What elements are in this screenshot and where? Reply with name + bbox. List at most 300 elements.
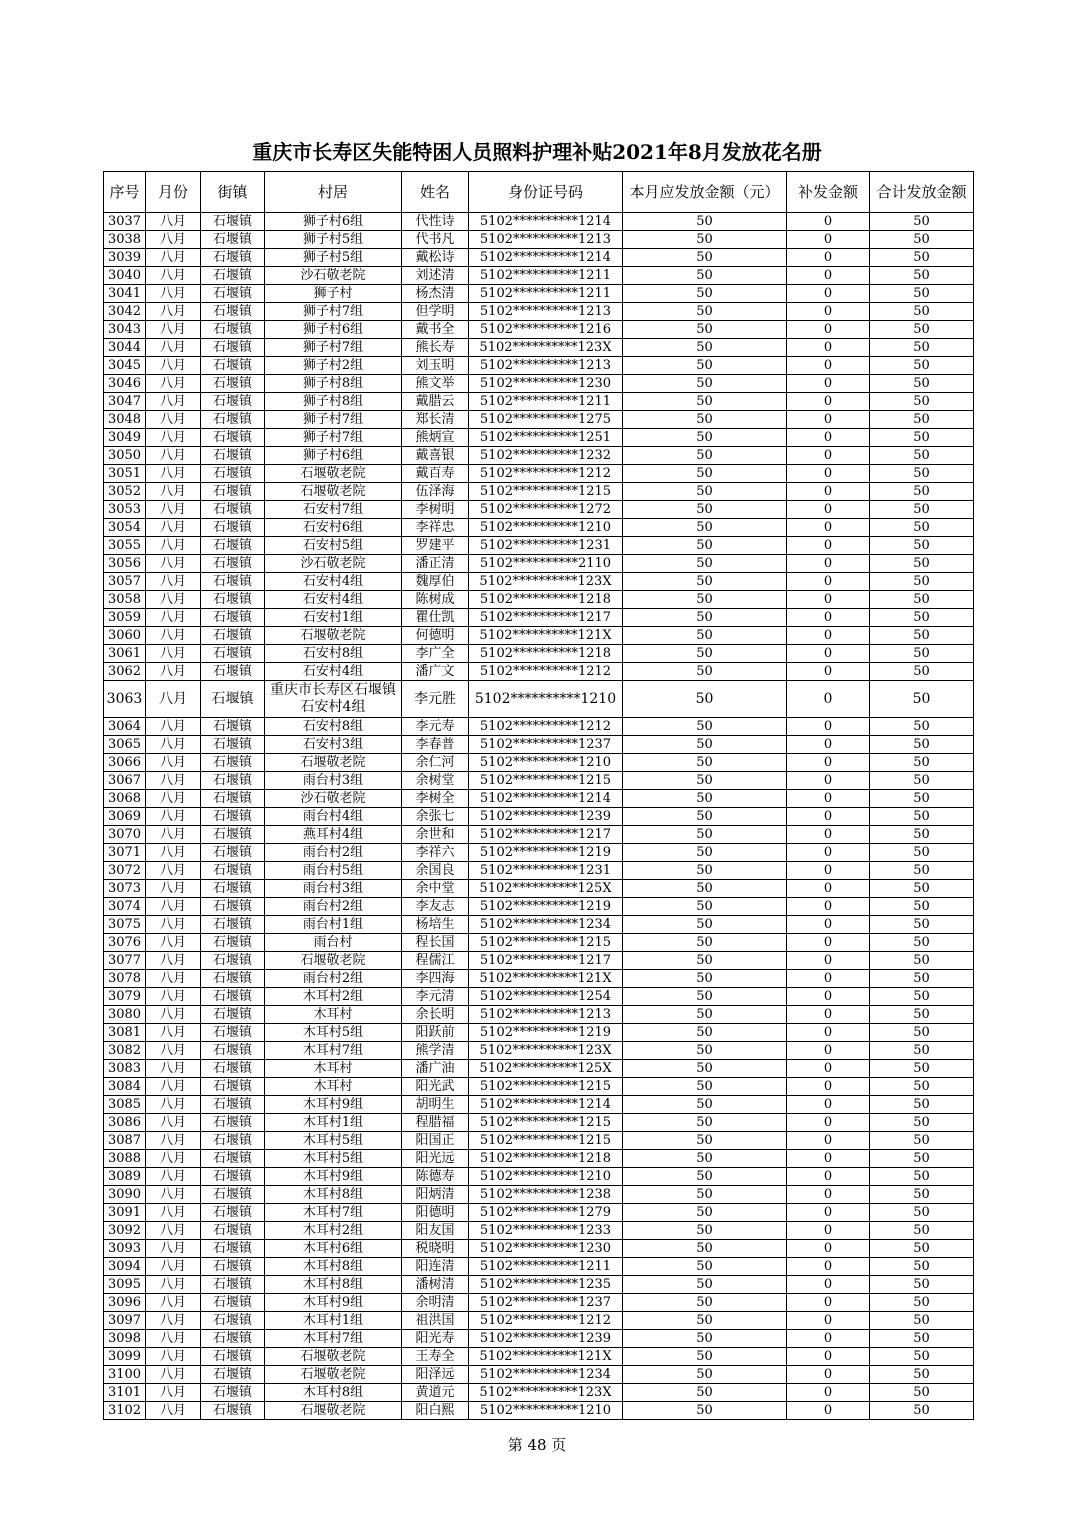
table-row xyxy=(104,519,974,537)
cell-index: 3093 xyxy=(104,1240,146,1258)
cell-village: 雨台村5组 xyxy=(265,862,402,880)
cell-name: 李祥忠 xyxy=(402,519,469,537)
table-row xyxy=(104,555,974,573)
cell-total: 50 xyxy=(870,1132,974,1150)
cell-name: 但学明 xyxy=(402,303,469,321)
cell-total: 50 xyxy=(870,1168,974,1186)
cell-back-pay: 0 xyxy=(787,1006,870,1024)
cell-amount-due: 50 xyxy=(623,1330,787,1348)
cell-village: 木耳村 xyxy=(265,1060,402,1078)
cell-back-pay: 0 xyxy=(787,339,870,357)
table-row xyxy=(104,1150,974,1168)
cell-town: 石堰镇 xyxy=(201,627,265,645)
cell-town: 石堰镇 xyxy=(201,573,265,591)
cell-id-number: 5102**********1210 xyxy=(469,519,623,537)
table-row xyxy=(104,718,974,736)
cell-month: 八月 xyxy=(146,772,201,790)
cell-total: 50 xyxy=(870,483,974,501)
cell-name: 戴百寿 xyxy=(402,465,469,483)
cell-id-number: 5102**********1275 xyxy=(469,411,623,429)
cell-id-number: 5102**********123X xyxy=(469,573,623,591)
cell-name: 戴喜银 xyxy=(402,447,469,465)
cell-total: 50 xyxy=(870,1204,974,1222)
cell-total: 50 xyxy=(870,952,974,970)
cell-total: 50 xyxy=(870,1096,974,1114)
table-row xyxy=(104,1366,974,1384)
cell-index: 3040 xyxy=(104,267,146,285)
cell-town: 石堰镇 xyxy=(201,1132,265,1150)
table-row xyxy=(104,303,974,321)
cell-id-number: 5102**********1210 xyxy=(469,1168,623,1186)
cell-index: 3096 xyxy=(104,1294,146,1312)
table-header-row xyxy=(104,172,974,213)
cell-town: 石堰镇 xyxy=(201,303,265,321)
cell-total: 50 xyxy=(870,591,974,609)
cell-id-number: 5102**********1237 xyxy=(469,736,623,754)
cell-total: 50 xyxy=(870,736,974,754)
table-row xyxy=(104,213,974,231)
cell-total: 50 xyxy=(870,988,974,1006)
cell-month: 八月 xyxy=(146,718,201,736)
cell-amount-due: 50 xyxy=(623,970,787,988)
cell-id-number: 5102**********1230 xyxy=(469,375,623,393)
cell-name: 阳泽远 xyxy=(402,1366,469,1384)
cell-id-number: 5102**********121X xyxy=(469,1348,623,1366)
cell-town: 石堰镇 xyxy=(201,934,265,952)
cell-index: 3065 xyxy=(104,736,146,754)
table-row xyxy=(104,1204,974,1222)
cell-town: 石堰镇 xyxy=(201,952,265,970)
cell-amount-due: 50 xyxy=(623,375,787,393)
cell-back-pay: 0 xyxy=(787,375,870,393)
cell-total: 50 xyxy=(870,1078,974,1096)
cell-total: 50 xyxy=(870,501,974,519)
cell-month: 八月 xyxy=(146,790,201,808)
cell-id-number: 5102**********1214 xyxy=(469,1096,623,1114)
cell-amount-due: 50 xyxy=(623,1258,787,1276)
cell-town: 石堰镇 xyxy=(201,213,265,231)
cell-index: 3053 xyxy=(104,501,146,519)
cell-amount-due: 50 xyxy=(623,916,787,934)
cell-village: 木耳村 xyxy=(265,1006,402,1024)
cell-town: 石堰镇 xyxy=(201,357,265,375)
cell-village: 木耳村8组 xyxy=(265,1384,402,1402)
cell-name: 熊长寿 xyxy=(402,339,469,357)
cell-id-number: 5102**********1215 xyxy=(469,483,623,501)
cell-index: 3057 xyxy=(104,573,146,591)
cell-id-number: 5102**********1211 xyxy=(469,1258,623,1276)
cell-total: 50 xyxy=(870,357,974,375)
cell-id-number: 5102**********1213 xyxy=(469,231,623,249)
cell-total: 50 xyxy=(870,375,974,393)
cell-back-pay: 0 xyxy=(787,429,870,447)
cell-month: 八月 xyxy=(146,1276,201,1294)
cell-amount-due: 50 xyxy=(623,447,787,465)
cell-month: 八月 xyxy=(146,1258,201,1276)
cell-name: 郑长清 xyxy=(402,411,469,429)
cell-total: 50 xyxy=(870,1348,974,1366)
cell-month: 八月 xyxy=(146,934,201,952)
cell-month: 八月 xyxy=(146,1312,201,1330)
cell-village: 木耳村5组 xyxy=(265,1150,402,1168)
cell-name: 戴书全 xyxy=(402,321,469,339)
cell-back-pay: 0 xyxy=(787,754,870,772)
cell-name: 余明清 xyxy=(402,1294,469,1312)
cell-total: 50 xyxy=(870,826,974,844)
cell-back-pay: 0 xyxy=(787,591,870,609)
cell-index: 3058 xyxy=(104,591,146,609)
cell-index: 3042 xyxy=(104,303,146,321)
cell-village: 狮子村7组 xyxy=(265,429,402,447)
cell-amount-due: 50 xyxy=(623,1402,787,1420)
cell-amount-due: 50 xyxy=(623,718,787,736)
cell-village: 狮子村6组 xyxy=(265,321,402,339)
cell-name: 余世和 xyxy=(402,826,469,844)
cell-back-pay: 0 xyxy=(787,970,870,988)
cell-town: 石堰镇 xyxy=(201,231,265,249)
cell-village: 木耳村9组 xyxy=(265,1168,402,1186)
cell-index: 3083 xyxy=(104,1060,146,1078)
cell-town: 石堰镇 xyxy=(201,267,265,285)
cell-amount-due: 50 xyxy=(623,249,787,267)
cell-back-pay: 0 xyxy=(787,393,870,411)
cell-index: 3037 xyxy=(104,213,146,231)
cell-name: 黄道元 xyxy=(402,1384,469,1402)
cell-total: 50 xyxy=(870,898,974,916)
table-row xyxy=(104,1168,974,1186)
cell-index: 3055 xyxy=(104,537,146,555)
cell-amount-due: 50 xyxy=(623,537,787,555)
cell-village: 雨台村 xyxy=(265,934,402,952)
cell-back-pay: 0 xyxy=(787,483,870,501)
table-row xyxy=(104,357,974,375)
cell-id-number: 5102**********1217 xyxy=(469,609,623,627)
cell-total: 50 xyxy=(870,1186,974,1204)
cell-name: 杨培生 xyxy=(402,916,469,934)
cell-back-pay: 0 xyxy=(787,1168,870,1186)
cell-id-number: 5102**********1235 xyxy=(469,1276,623,1294)
cell-index: 3070 xyxy=(104,826,146,844)
cell-id-number: 5102**********1219 xyxy=(469,898,623,916)
table-row xyxy=(104,1222,974,1240)
table-row xyxy=(104,880,974,898)
cell-name: 潘广文 xyxy=(402,663,469,681)
cell-back-pay: 0 xyxy=(787,267,870,285)
cell-name: 阳德明 xyxy=(402,1204,469,1222)
cell-total: 50 xyxy=(870,447,974,465)
cell-total: 50 xyxy=(870,1042,974,1060)
cell-name: 李四海 xyxy=(402,970,469,988)
cell-town: 石堰镇 xyxy=(201,862,265,880)
cell-total: 50 xyxy=(870,862,974,880)
cell-back-pay: 0 xyxy=(787,249,870,267)
cell-back-pay: 0 xyxy=(787,411,870,429)
table-row xyxy=(104,537,974,555)
cell-amount-due: 50 xyxy=(623,1204,787,1222)
cell-village: 木耳村9组 xyxy=(265,1294,402,1312)
cell-month: 八月 xyxy=(146,952,201,970)
cell-town: 石堰镇 xyxy=(201,988,265,1006)
cell-index: 3088 xyxy=(104,1150,146,1168)
cell-name: 瞿仕凯 xyxy=(402,609,469,627)
cell-town: 石堰镇 xyxy=(201,1168,265,1186)
cell-month: 八月 xyxy=(146,826,201,844)
cell-index: 3051 xyxy=(104,465,146,483)
cell-village: 雨台村2组 xyxy=(265,844,402,862)
cell-amount-due: 50 xyxy=(623,429,787,447)
cell-village: 石安村4组 xyxy=(265,591,402,609)
cell-amount-due: 50 xyxy=(623,1312,787,1330)
cell-index: 3049 xyxy=(104,429,146,447)
cell-id-number: 5102**********1215 xyxy=(469,1078,623,1096)
roster-table xyxy=(103,171,974,1420)
table-row xyxy=(104,1294,974,1312)
table-row xyxy=(104,1258,974,1276)
cell-total: 50 xyxy=(870,970,974,988)
table-row xyxy=(104,1132,974,1150)
cell-village: 石堰敬老院 xyxy=(265,483,402,501)
cell-village: 雨台村3组 xyxy=(265,880,402,898)
cell-id-number: 5102**********1218 xyxy=(469,591,623,609)
cell-town: 石堰镇 xyxy=(201,1348,265,1366)
cell-town: 石堰镇 xyxy=(201,537,265,555)
cell-month: 八月 xyxy=(146,1042,201,1060)
cell-amount-due: 50 xyxy=(623,844,787,862)
cell-month: 八月 xyxy=(146,1240,201,1258)
cell-index: 3099 xyxy=(104,1348,146,1366)
cell-month: 八月 xyxy=(146,627,201,645)
cell-id-number: 5102**********1234 xyxy=(469,916,623,934)
cell-month: 八月 xyxy=(146,736,201,754)
table-row xyxy=(104,934,974,952)
cell-index: 3066 xyxy=(104,754,146,772)
cell-back-pay: 0 xyxy=(787,1024,870,1042)
cell-village: 石安村3组 xyxy=(265,736,402,754)
cell-id-number: 5102**********1232 xyxy=(469,447,623,465)
cell-id-number: 5102**********123X xyxy=(469,339,623,357)
cell-name: 王寿全 xyxy=(402,1348,469,1366)
table-row xyxy=(104,447,974,465)
cell-back-pay: 0 xyxy=(787,772,870,790)
cell-index: 3076 xyxy=(104,934,146,952)
cell-total: 50 xyxy=(870,1384,974,1402)
cell-back-pay: 0 xyxy=(787,1294,870,1312)
cell-total: 50 xyxy=(870,1060,974,1078)
table-row xyxy=(104,339,974,357)
table-row xyxy=(104,1402,974,1420)
cell-village: 沙石敬老院 xyxy=(265,790,402,808)
cell-total: 50 xyxy=(870,519,974,537)
cell-id-number: 5102**********1213 xyxy=(469,303,623,321)
cell-id-number: 5102**********1212 xyxy=(469,718,623,736)
table-row xyxy=(104,393,974,411)
cell-town: 石堰镇 xyxy=(201,826,265,844)
cell-total: 50 xyxy=(870,645,974,663)
cell-total: 50 xyxy=(870,1312,974,1330)
cell-total: 50 xyxy=(870,754,974,772)
cell-back-pay: 0 xyxy=(787,285,870,303)
cell-back-pay: 0 xyxy=(787,1204,870,1222)
cell-amount-due: 50 xyxy=(623,321,787,339)
cell-index: 3047 xyxy=(104,393,146,411)
cell-month: 八月 xyxy=(146,1330,201,1348)
cell-index: 3085 xyxy=(104,1096,146,1114)
cell-back-pay: 0 xyxy=(787,826,870,844)
table-row xyxy=(104,988,974,1006)
cell-id-number: 5102**********1219 xyxy=(469,1024,623,1042)
cell-village: 狮子村6组 xyxy=(265,213,402,231)
cell-month: 八月 xyxy=(146,645,201,663)
cell-index: 3062 xyxy=(104,663,146,681)
cell-village: 狮子村7组 xyxy=(265,339,402,357)
cell-town: 石堰镇 xyxy=(201,375,265,393)
cell-month: 八月 xyxy=(146,321,201,339)
cell-amount-due: 50 xyxy=(623,303,787,321)
cell-index: 3090 xyxy=(104,1186,146,1204)
cell-town: 石堰镇 xyxy=(201,249,265,267)
cell-amount-due: 50 xyxy=(623,645,787,663)
cell-village: 木耳村7组 xyxy=(265,1330,402,1348)
cell-amount-due: 50 xyxy=(623,591,787,609)
cell-town: 石堰镇 xyxy=(201,754,265,772)
cell-name: 李元寿 xyxy=(402,718,469,736)
cell-town: 石堰镇 xyxy=(201,555,265,573)
cell-name: 潘广油 xyxy=(402,1060,469,1078)
table-row xyxy=(104,375,974,393)
cell-id-number: 5102**********1216 xyxy=(469,321,623,339)
col-header-town: 街镇 xyxy=(201,172,265,213)
cell-back-pay: 0 xyxy=(787,1222,870,1240)
cell-village: 石堰敬老院 xyxy=(265,1348,402,1366)
cell-village: 石安村4组 xyxy=(265,573,402,591)
cell-amount-due: 50 xyxy=(623,754,787,772)
cell-index: 3089 xyxy=(104,1168,146,1186)
cell-amount-due: 50 xyxy=(623,1222,787,1240)
cell-village: 木耳村5组 xyxy=(265,1024,402,1042)
cell-town: 石堰镇 xyxy=(201,1150,265,1168)
cell-index: 3054 xyxy=(104,519,146,537)
cell-amount-due: 50 xyxy=(623,663,787,681)
cell-amount-due: 50 xyxy=(623,826,787,844)
cell-index: 3050 xyxy=(104,447,146,465)
table-row xyxy=(104,609,974,627)
cell-back-pay: 0 xyxy=(787,231,870,249)
cell-total: 50 xyxy=(870,880,974,898)
cell-back-pay: 0 xyxy=(787,303,870,321)
cell-id-number: 5102**********1279 xyxy=(469,1204,623,1222)
table-row xyxy=(104,321,974,339)
cell-index: 3087 xyxy=(104,1132,146,1150)
cell-town: 石堰镇 xyxy=(201,736,265,754)
cell-name: 阳连清 xyxy=(402,1258,469,1276)
cell-total: 50 xyxy=(870,1222,974,1240)
cell-back-pay: 0 xyxy=(787,501,870,519)
cell-back-pay: 0 xyxy=(787,321,870,339)
cell-amount-due: 50 xyxy=(623,772,787,790)
cell-town: 石堰镇 xyxy=(201,718,265,736)
cell-index: 3073 xyxy=(104,880,146,898)
col-header-id-number: 身份证号码 xyxy=(469,172,623,213)
cell-total: 50 xyxy=(870,663,974,681)
cell-total: 50 xyxy=(870,916,974,934)
cell-month: 八月 xyxy=(146,1024,201,1042)
cell-id-number: 5102**********1239 xyxy=(469,1330,623,1348)
cell-month: 八月 xyxy=(146,465,201,483)
cell-village: 燕耳村4组 xyxy=(265,826,402,844)
table-row xyxy=(104,267,974,285)
cell-id-number: 5102**********1215 xyxy=(469,1114,623,1132)
cell-amount-due: 50 xyxy=(623,1096,787,1114)
cell-index: 3082 xyxy=(104,1042,146,1060)
cell-back-pay: 0 xyxy=(787,1312,870,1330)
cell-month: 八月 xyxy=(146,411,201,429)
cell-id-number: 5102**********1211 xyxy=(469,267,623,285)
cell-town: 石堰镇 xyxy=(201,429,265,447)
col-header-back-pay: 补发金额 xyxy=(787,172,870,213)
cell-name: 刘述清 xyxy=(402,267,469,285)
cell-back-pay: 0 xyxy=(787,1330,870,1348)
cell-name: 陈树成 xyxy=(402,591,469,609)
cell-index: 3048 xyxy=(104,411,146,429)
cell-town: 石堰镇 xyxy=(201,808,265,826)
cell-back-pay: 0 xyxy=(787,519,870,537)
col-header-name: 姓名 xyxy=(402,172,469,213)
cell-village: 雨台村4组 xyxy=(265,808,402,826)
table-row xyxy=(104,790,974,808)
table-row xyxy=(104,754,974,772)
cell-total: 50 xyxy=(870,1114,974,1132)
cell-id-number: 5102**********1237 xyxy=(469,1294,623,1312)
cell-id-number: 5102**********125X xyxy=(469,880,623,898)
table-row xyxy=(104,736,974,754)
cell-name: 程儒江 xyxy=(402,952,469,970)
cell-id-number: 5102**********1230 xyxy=(469,1240,623,1258)
cell-back-pay: 0 xyxy=(787,627,870,645)
cell-village: 狮子村 xyxy=(265,285,402,303)
cell-amount-due: 50 xyxy=(623,285,787,303)
cell-back-pay: 0 xyxy=(787,1348,870,1366)
cell-back-pay: 0 xyxy=(787,1186,870,1204)
cell-index: 3074 xyxy=(104,898,146,916)
cell-name: 余张七 xyxy=(402,808,469,826)
cell-town: 石堰镇 xyxy=(201,645,265,663)
cell-back-pay: 0 xyxy=(787,808,870,826)
cell-village: 木耳村2组 xyxy=(265,1222,402,1240)
cell-amount-due: 50 xyxy=(623,393,787,411)
cell-total: 50 xyxy=(870,1294,974,1312)
cell-id-number: 5102**********1214 xyxy=(469,213,623,231)
cell-back-pay: 0 xyxy=(787,573,870,591)
cell-back-pay: 0 xyxy=(787,1060,870,1078)
table-row xyxy=(104,772,974,790)
cell-village: 木耳村8组 xyxy=(265,1258,402,1276)
cell-total: 50 xyxy=(870,609,974,627)
cell-town: 石堰镇 xyxy=(201,483,265,501)
table-row xyxy=(104,970,974,988)
cell-village: 狮子村6组 xyxy=(265,447,402,465)
cell-name: 阳光远 xyxy=(402,1150,469,1168)
cell-total: 50 xyxy=(870,339,974,357)
cell-back-pay: 0 xyxy=(787,1258,870,1276)
cell-back-pay: 0 xyxy=(787,1384,870,1402)
cell-village: 重庆市长寿区石堰镇石安村4组 xyxy=(265,681,402,718)
cell-id-number: 5102**********123X xyxy=(469,1384,623,1402)
cell-village: 石安村4组 xyxy=(265,663,402,681)
cell-town: 石堰镇 xyxy=(201,1312,265,1330)
cell-id-number: 5102**********2110 xyxy=(469,555,623,573)
table-row xyxy=(104,1276,974,1294)
cell-index: 3041 xyxy=(104,285,146,303)
